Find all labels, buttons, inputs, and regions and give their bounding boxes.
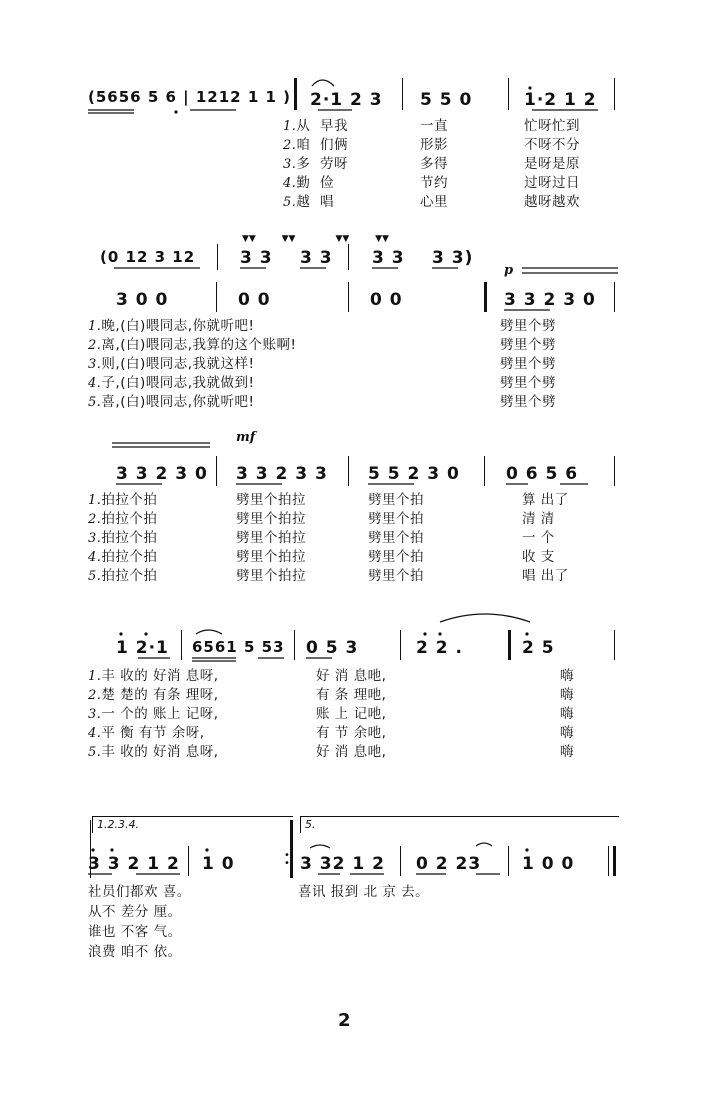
measure-19: 3 32 1 2 [300, 854, 385, 874]
high-dot [144, 632, 147, 635]
measure-4: 3 0 0 [116, 290, 169, 310]
repeat-dots: • • [284, 850, 290, 869]
high-dot [438, 632, 441, 635]
accomp-m2: 3 3 [300, 248, 333, 268]
volta-5: 5. [300, 816, 619, 833]
accomp-m3: 3 3 [372, 248, 405, 268]
measure-11: 0 6 5 6 [506, 464, 579, 484]
slur [310, 845, 330, 848]
measure-16: 2 5 [522, 638, 555, 658]
accomp-intro: (0 12 3 12 [100, 248, 196, 266]
measure-17: 3 3 2 1 2 [88, 854, 180, 874]
slur [476, 843, 492, 846]
high-dot [91, 848, 94, 851]
measure-1: 2·1 2 3 [310, 90, 383, 110]
accomp-m1: 3 3 [240, 248, 273, 268]
measure-18: 1 0 [202, 854, 235, 874]
high-dot [110, 848, 113, 851]
high-dot [528, 86, 531, 89]
accent-marks: ▼▼ ▼▼ ▼▼ ▼▼ [242, 234, 389, 244]
volta-1-4: 1.2.3.4. [92, 816, 293, 833]
slur [440, 614, 530, 622]
high-dot [525, 632, 528, 635]
slur [312, 80, 334, 86]
measure-13: 6561 5 53 [192, 638, 285, 656]
measure-5: 0 0 [238, 290, 271, 310]
measure-9: 3 3 2 3 3 [236, 464, 328, 484]
high-dot [525, 848, 528, 851]
measure-2: 5 5 0 [420, 90, 473, 110]
measure-21: 1 0 0 [522, 854, 575, 874]
measure-12: 1 2·1 [116, 638, 169, 658]
low-dot [174, 110, 177, 113]
measure-3: 1·2 1 2 [524, 90, 597, 110]
high-dot [205, 848, 208, 851]
slur [196, 630, 222, 634]
dynamic-mf: mf [236, 430, 256, 445]
measure-6: 0 0 [370, 290, 403, 310]
measure-7: 3 3 2 3 0 [504, 290, 596, 310]
accomp-m4: 3 3) [432, 248, 474, 268]
page-number: 2 [338, 1010, 351, 1031]
measure-8: 3 3 2 3 0 [116, 464, 208, 484]
measure-10: 5 5 2 3 0 [368, 464, 460, 484]
high-dot [423, 632, 426, 635]
measure-20: 0 2 23 [416, 854, 482, 874]
measure-15: 2 2 . [416, 638, 463, 658]
intro-phrase: (5656 5 6 | 1212 1 1 ) [88, 88, 291, 106]
high-dot [119, 632, 122, 635]
measure-14: 0 5 3 [306, 638, 359, 658]
dynamic-p: p [504, 263, 514, 278]
